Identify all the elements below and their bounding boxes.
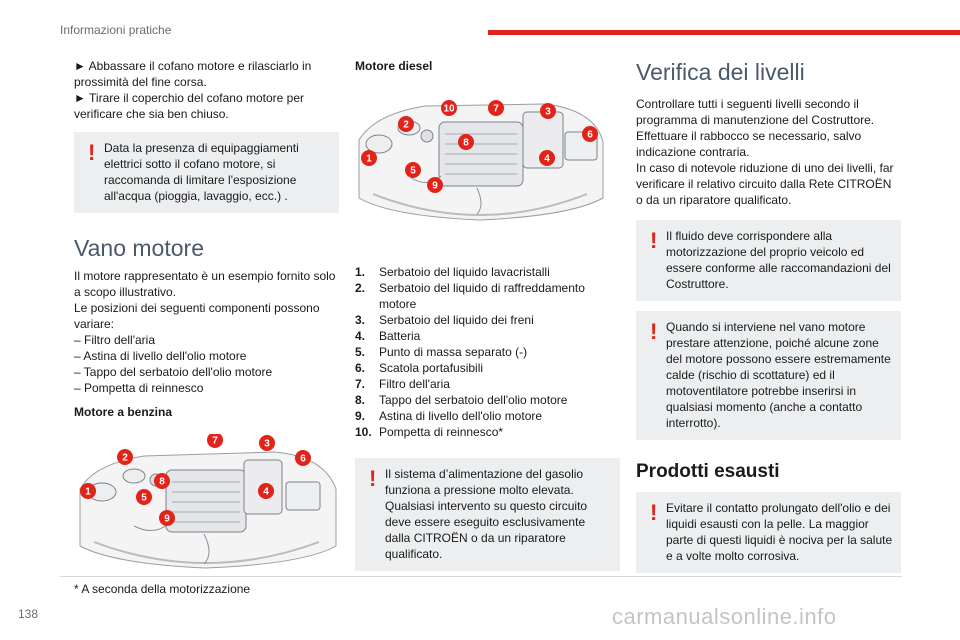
callout-number: 3 <box>264 438 270 450</box>
callout-number: 8 <box>463 137 469 149</box>
component-label: Punto di massa separato (-) <box>379 345 528 359</box>
warning-text: Quando si interviene nel vano motore prestare attenzione, poiché alcune zone del motore possono essere estremamente calde (rischio di scottature) ed il motoventilatore potrebbe inserirsi in qualsiasi momento (anche a contatto interrotto). <box>666 320 891 430</box>
variant-item: – Filtro dell'aria <box>74 333 155 347</box>
callout-number: 8 <box>159 476 165 488</box>
component-list-item <box>355 376 620 392</box>
watermark: carmanualsonline.info <box>612 604 837 629</box>
callout-number: 1 <box>366 153 372 165</box>
callout-number: 7 <box>493 103 499 115</box>
bullet-item <box>74 90 339 122</box>
callout-number: 2 <box>403 119 409 131</box>
component-label: Pompetta di reinnesco* <box>379 425 504 439</box>
warning-icon: ! <box>650 500 658 525</box>
warning-icon: ! <box>369 466 377 491</box>
component-list-item <box>355 408 620 424</box>
callout-number: 6 <box>300 453 306 465</box>
warning-icon: ! <box>650 319 658 344</box>
intro-paragraph: Il motore rappresentato è un esempio fornito solo a scopo illustrativo. <box>74 269 336 299</box>
variant-item: – Astina di livello dell'olio motore <box>74 349 247 363</box>
component-number: 8. <box>355 393 366 407</box>
callout-number: 2 <box>122 452 128 464</box>
bullet-marker: ► <box>74 59 86 73</box>
callout-number: 5 <box>141 492 147 504</box>
component-label: Scatola portafusibili <box>379 361 484 375</box>
warning-box <box>355 458 620 571</box>
component-list <box>355 264 620 440</box>
diesel-engine-title: Motore diesel <box>355 59 433 73</box>
callout-number: 3 <box>545 106 551 118</box>
petrol-engine-illustration <box>74 434 339 574</box>
callout-number: 5 <box>410 165 416 177</box>
bullet-marker: ► <box>74 91 86 105</box>
callout-number: 6 <box>587 129 593 141</box>
footnote: * A seconda della motorizzazione <box>74 582 251 596</box>
callout-number: 1 <box>85 486 91 498</box>
component-label: Serbatoio del liquido di raffreddamento motore <box>379 281 585 311</box>
warning-icon: ! <box>88 140 96 165</box>
warning-box <box>74 132 339 213</box>
component-list-item <box>355 360 620 376</box>
callout-number: 4 <box>263 486 269 498</box>
bullet-text: Tirare il coperchio del cofano motore per verificare che sia ben chiuso. <box>74 91 305 121</box>
component-number: 4. <box>355 329 366 343</box>
callout-number: 10 <box>443 103 455 115</box>
component-label: Astina di livello dell'olio motore <box>379 409 543 423</box>
component-number: 1. <box>355 265 366 279</box>
component-list-item <box>355 312 620 328</box>
component-list-item <box>355 344 620 360</box>
petrol-engine-svg <box>74 434 339 574</box>
callout-number: 7 <box>212 435 218 447</box>
petrol-engine-title: Motore a benzina <box>74 405 173 419</box>
column-1 <box>74 58 339 574</box>
intro-paragraph: In caso di notevole riduzione di uno dei livelli, far verificare il relativo circuito dalla Rete CITROËN o da un riparatore qualificato. <box>636 161 894 207</box>
section-title-verifica-livelli: Verifica dei livelli <box>636 59 805 85</box>
component-number: 5. <box>355 345 366 359</box>
component-number: 6. <box>355 361 366 375</box>
warning-text: Evitare il contatto prolungato dell'olio e dei liquidi esausti con la pelle. La maggior parte di questi liquidi è nociva per la salute e a volte molto corrosiva. <box>666 501 893 563</box>
warning-box <box>636 220 901 301</box>
warning-text: Il fluido deve corrispondere alla motorizzazione del proprio veicolo ed essere conforme alle raccomandazioni del Costruttore. <box>666 229 891 291</box>
component-number: 9. <box>355 409 366 423</box>
intro-paragraph: Le posizioni dei seguenti componenti possono variare: <box>74 301 320 331</box>
component-list-item <box>355 424 620 440</box>
warning-text: Il sistema d’alimentazione del gasolio funziona a pressione molto elevata. Qualsiasi intervento su questo circuito deve essere eseguito esclusivamente dalla CITROËN o da un riparatore qualificato. <box>385 467 588 561</box>
header-accent-bar <box>488 30 960 35</box>
page-header: Informazioni pratiche <box>60 23 172 37</box>
component-label: Filtro dell'aria <box>379 377 450 391</box>
footnote-divider <box>60 576 902 577</box>
diesel-engine-illustration <box>355 90 620 228</box>
warning-box <box>636 492 901 573</box>
page-number: 138 <box>18 607 39 621</box>
component-number: 10. <box>355 425 372 439</box>
section-title-vano-motore: Vano motore <box>74 235 204 261</box>
component-number: 3. <box>355 313 366 327</box>
bullet-item <box>74 58 339 90</box>
variant-item: – Pompetta di reinnesco <box>74 381 204 395</box>
component-number: 7. <box>355 377 366 391</box>
warning-icon: ! <box>650 228 658 253</box>
component-label: Serbatoio del liquido lavacristalli <box>379 265 550 279</box>
component-label: Batteria <box>379 329 421 343</box>
component-list-item <box>355 264 620 280</box>
component-list-item <box>355 280 620 312</box>
component-label: Tappo del serbatoio dell'olio motore <box>379 393 568 407</box>
bullet-text: Abbassare il cofano motore e rilasciarlo in prossimità del fine corsa. <box>74 59 312 89</box>
callout-number: 9 <box>164 513 170 525</box>
callout-number: 9 <box>432 180 438 192</box>
warning-box <box>636 311 901 440</box>
component-list-item <box>355 328 620 344</box>
column-3 <box>636 58 901 573</box>
callout-number: 4 <box>544 153 550 165</box>
warning-text: Data la presenza di equipaggiamenti elettrici sotto il cofano motore, si raccomanda di limitare l'esposizione all'acqua (pioggia, lavaggio, ecc.) . <box>104 141 299 203</box>
component-list-item <box>355 392 620 408</box>
intro-paragraph: Controllare tutti i seguenti livelli secondo il programma di manutenzione del Costruttore. Effettuare il rabbocco se necessario, salvo indicazione contraria. <box>636 97 875 159</box>
section-title-prodotti-esausti: Prodotti esausti <box>636 461 780 482</box>
component-label: Serbatoio del liquido dei freni <box>379 313 534 327</box>
variant-item: – Tappo del serbatoio dell'olio motore <box>74 365 273 379</box>
column-2 <box>355 58 620 571</box>
diesel-engine-svg <box>355 90 605 228</box>
component-number: 2. <box>355 281 366 295</box>
